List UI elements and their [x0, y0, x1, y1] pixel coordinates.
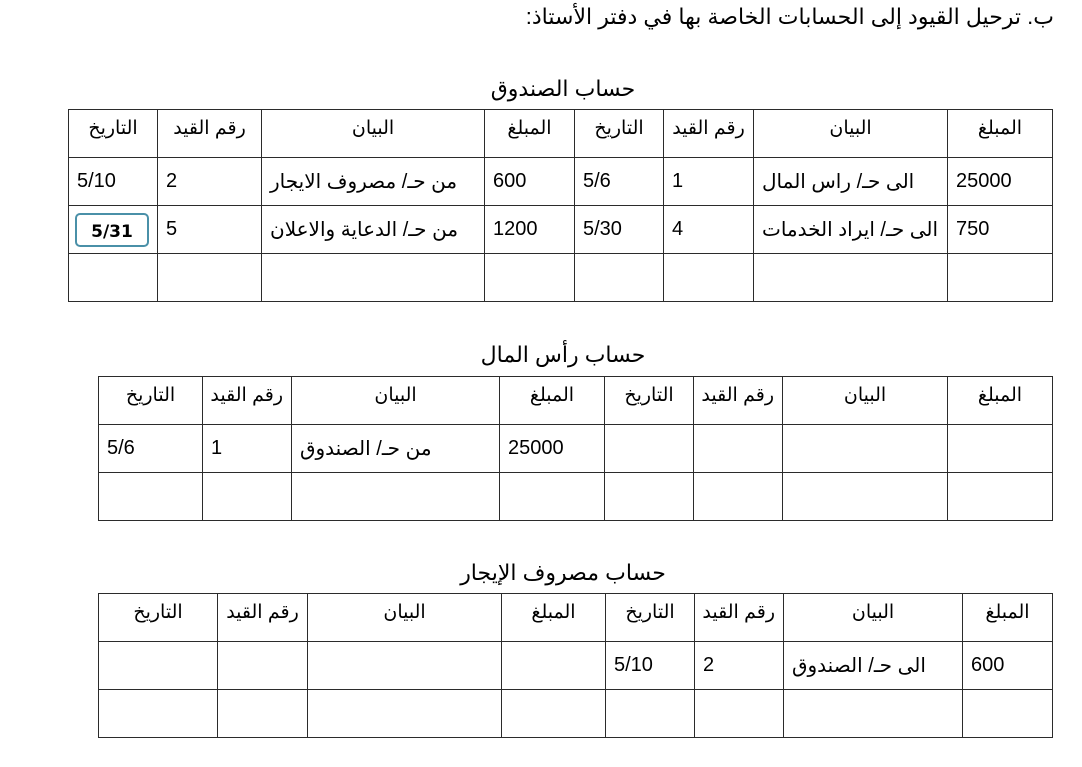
header-date: التاريخ: [606, 594, 695, 642]
header-date: التاريخ: [99, 377, 203, 425]
header-amount: المبلغ: [963, 594, 1053, 642]
cell-entry-no: [158, 254, 262, 302]
header-amount: المبلغ: [485, 110, 575, 158]
cell-description: [292, 473, 500, 521]
cell-description: [784, 690, 963, 738]
cell-entry-no: [218, 690, 308, 738]
header-description: البيان: [754, 110, 948, 158]
cell-date: [575, 254, 664, 302]
cell-amount: [502, 690, 606, 738]
cell-description: [783, 425, 948, 473]
cell-date: [69, 206, 158, 254]
cell-date: [606, 690, 695, 738]
cell-date: 5/30: [575, 206, 664, 254]
cell-entry-no: 5: [158, 206, 262, 254]
header-entry-no: رقم القيد: [664, 110, 754, 158]
rent-account-table: [98, 593, 1053, 738]
cell-description: [262, 254, 485, 302]
header-description: البيان: [292, 377, 500, 425]
header-description: البيان: [783, 377, 948, 425]
cell-amount: [485, 254, 575, 302]
cell-amount: [500, 473, 605, 521]
cell-entry-no: [664, 254, 754, 302]
cell-amount: 600: [963, 642, 1053, 690]
header-date: التاريخ: [575, 110, 664, 158]
cell-description: من حـ/ الدعاية والاعلان: [262, 206, 485, 254]
header-date: التاريخ: [69, 110, 158, 158]
cell-date: 5/6: [99, 425, 203, 473]
cell-amount: 600: [485, 158, 575, 206]
section-heading: ب. ترحيل القيود إلى الحسابات الخاصة بها في دفتر الأستاذ:: [525, 4, 1054, 29]
cell-description: [308, 690, 502, 738]
cash-account-title: حساب الصندوق: [490, 76, 636, 101]
cell-amount: 25000: [500, 425, 605, 473]
cell-entry-no: [203, 473, 292, 521]
capital-account-table: [98, 376, 1053, 521]
cell-amount: [502, 642, 606, 690]
header-entry-no: رقم القيد: [218, 594, 308, 642]
cell-description: الى حـ/ ايراد الخدمات: [754, 206, 948, 254]
header-entry-no: رقم القيد: [694, 377, 783, 425]
cell-description: من حـ/ مصروف الايجار: [262, 158, 485, 206]
table-row: [69, 254, 1053, 302]
cell-entry-no: 1: [203, 425, 292, 473]
cell-amount: 25000: [948, 158, 1053, 206]
cell-description: [754, 254, 948, 302]
table-row: [99, 473, 1053, 521]
cell-description: الى حـ/ الصندوق: [784, 642, 963, 690]
header-entry-no: رقم القيد: [203, 377, 292, 425]
header-amount: المبلغ: [502, 594, 606, 642]
cell-entry-no: [694, 425, 783, 473]
cell-description: الى حـ/ راس المال: [754, 158, 948, 206]
header-description: البيان: [308, 594, 502, 642]
cell-entry-no: 2: [158, 158, 262, 206]
cash-account-table: [68, 109, 1053, 302]
cell-date: [99, 473, 203, 521]
table-row: [99, 690, 1053, 738]
rent-account-title: حساب مصروف الإيجار: [460, 560, 666, 585]
cell-amount: [948, 254, 1053, 302]
cell-date: [605, 473, 694, 521]
cell-entry-no: 4: [664, 206, 754, 254]
table-row: [69, 158, 1053, 206]
cell-description: من حـ/ الصندوق: [292, 425, 500, 473]
cell-description: [783, 473, 948, 521]
cell-date: [99, 690, 218, 738]
header-date: التاريخ: [99, 594, 218, 642]
header-amount: المبلغ: [948, 110, 1053, 158]
cell-date: [605, 425, 694, 473]
header-date: التاريخ: [605, 377, 694, 425]
cell-date: 5/10: [606, 642, 695, 690]
cell-amount: [963, 690, 1053, 738]
cell-entry-no: [218, 642, 308, 690]
answer-input-box[interactable]: 5/31: [75, 213, 149, 247]
cell-date: [69, 254, 158, 302]
table-header: [99, 594, 1053, 642]
cell-amount: [948, 425, 1053, 473]
cell-entry-no: 2: [695, 642, 784, 690]
header-amount: المبلغ: [948, 377, 1053, 425]
header-entry-no: رقم القيد: [695, 594, 784, 642]
cell-description: [308, 642, 502, 690]
capital-account-title: حساب رأس المال: [480, 342, 646, 367]
cell-entry-no: 1: [664, 158, 754, 206]
cell-amount: 750: [948, 206, 1053, 254]
cell-amount: 1200: [485, 206, 575, 254]
cell-entry-no: [695, 690, 784, 738]
cell-date: [99, 642, 218, 690]
cell-date: 5/6: [575, 158, 664, 206]
header-amount: المبلغ: [500, 377, 605, 425]
table-header: [99, 377, 1053, 425]
cell-date: 5/10: [69, 158, 158, 206]
table-header: [69, 110, 1053, 158]
table-row: [69, 206, 1053, 254]
header-description: البيان: [784, 594, 963, 642]
cell-entry-no: [694, 473, 783, 521]
header-entry-no: رقم القيد: [158, 110, 262, 158]
table-row: [99, 642, 1053, 690]
header-description: البيان: [262, 110, 485, 158]
table-row: [99, 425, 1053, 473]
cell-amount: [948, 473, 1053, 521]
